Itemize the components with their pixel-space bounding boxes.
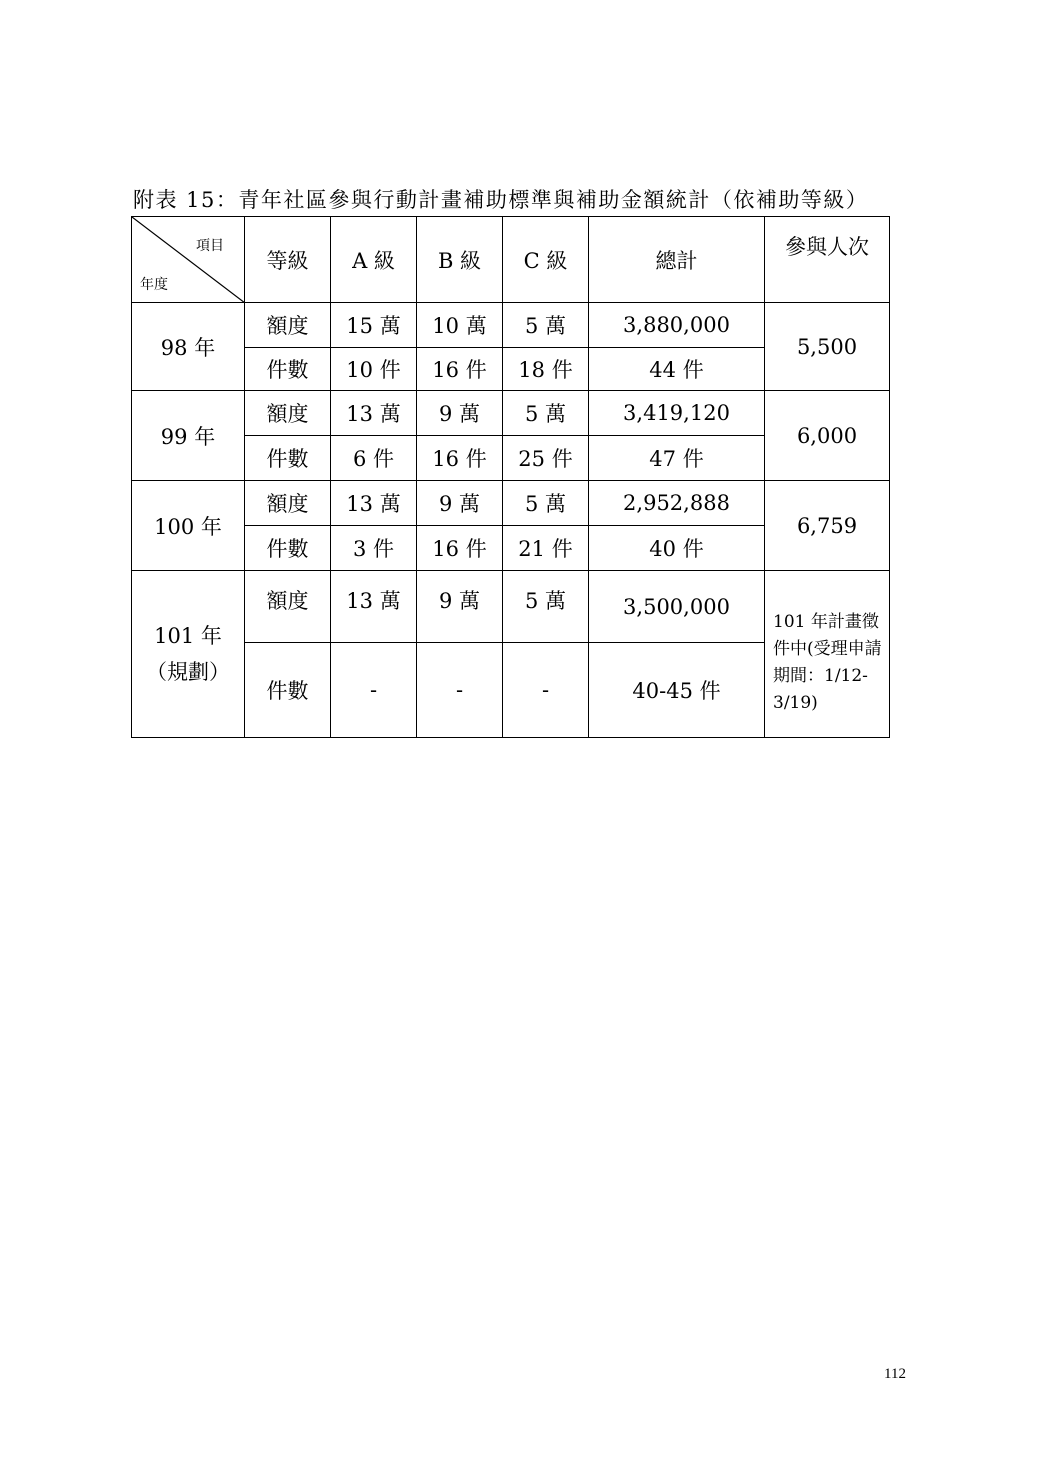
header-level: 等級 (245, 217, 331, 303)
total-amount: 2,952,888 (589, 481, 765, 526)
year-label: 101 年 (154, 624, 222, 648)
count-label: 件數 (245, 348, 331, 391)
b-amount: 9 萬 (417, 481, 503, 526)
total-amount: 3,880,000 (589, 303, 765, 348)
c-count: 25 件 (503, 436, 589, 481)
total-count: 40 件 (589, 526, 765, 571)
amount-label: 額度 (245, 481, 331, 526)
total-amount: 3,500,000 (589, 571, 765, 643)
count-label: 件數 (245, 526, 331, 571)
corner-year-label: 年度 (140, 277, 168, 293)
count-label: 件數 (245, 643, 331, 738)
a-amount: 13 萬 (331, 571, 417, 643)
c-amount: 5 萬 (503, 481, 589, 526)
total-count: 40-45 件 (589, 643, 765, 738)
header-b: B 級 (417, 217, 503, 303)
page-number: 112 (884, 1366, 906, 1382)
total-amount: 3,419,120 (589, 391, 765, 436)
participants-cell: 6,759 (765, 481, 890, 571)
table-caption: 附表 15：青年社區參與行動計畫補助標準與補助金額統計（依補助等級） (133, 188, 869, 212)
subsidy-table (131, 216, 890, 738)
c-amount: 5 萬 (503, 303, 589, 348)
a-amount: 15 萬 (331, 303, 417, 348)
b-amount: 9 萬 (417, 391, 503, 436)
b-count: 16 件 (417, 348, 503, 391)
header-row (132, 217, 890, 303)
b-count: 16 件 (417, 436, 503, 481)
a-count: 10 件 (331, 348, 417, 391)
table-row (132, 481, 890, 526)
year-cell: 98 年 (132, 303, 245, 391)
b-count: 16 件 (417, 526, 503, 571)
amount-label: 額度 (245, 571, 331, 643)
a-count: 3 件 (331, 526, 417, 571)
c-count: - (503, 643, 589, 738)
year-cell: 100 年 (132, 481, 245, 571)
header-total: 總計 (589, 217, 765, 303)
a-count: 6 件 (331, 436, 417, 481)
table-row (132, 391, 890, 436)
header-c: C 級 (503, 217, 589, 303)
table-row (132, 303, 890, 348)
year-sub-label: （規劃） (146, 660, 230, 684)
a-amount: 13 萬 (331, 481, 417, 526)
amount-label: 額度 (245, 391, 331, 436)
table-row (132, 571, 890, 643)
b-amount: 9 萬 (417, 571, 503, 643)
c-amount: 5 萬 (503, 391, 589, 436)
participants-cell: 5,500 (765, 303, 890, 391)
total-count: 47 件 (589, 436, 765, 481)
participants-cell: 6,000 (765, 391, 890, 481)
b-amount: 10 萬 (417, 303, 503, 348)
count-label: 件數 (245, 436, 331, 481)
c-count: 18 件 (503, 348, 589, 391)
a-count: - (331, 643, 417, 738)
year-cell (132, 571, 245, 738)
header-participants: 參與人次 (765, 217, 890, 303)
header-a: A 級 (331, 217, 417, 303)
c-amount: 5 萬 (503, 571, 589, 643)
amount-label: 額度 (245, 303, 331, 348)
a-amount: 13 萬 (331, 391, 417, 436)
corner-cell (132, 217, 245, 303)
c-count: 21 件 (503, 526, 589, 571)
total-count: 44 件 (589, 348, 765, 391)
b-count: - (417, 643, 503, 738)
participants-note: 101 年計畫徵件中(受理申請期間：1/12-3/19) (765, 571, 890, 738)
corner-item-label: 項目 (196, 238, 224, 254)
year-cell: 99 年 (132, 391, 245, 481)
